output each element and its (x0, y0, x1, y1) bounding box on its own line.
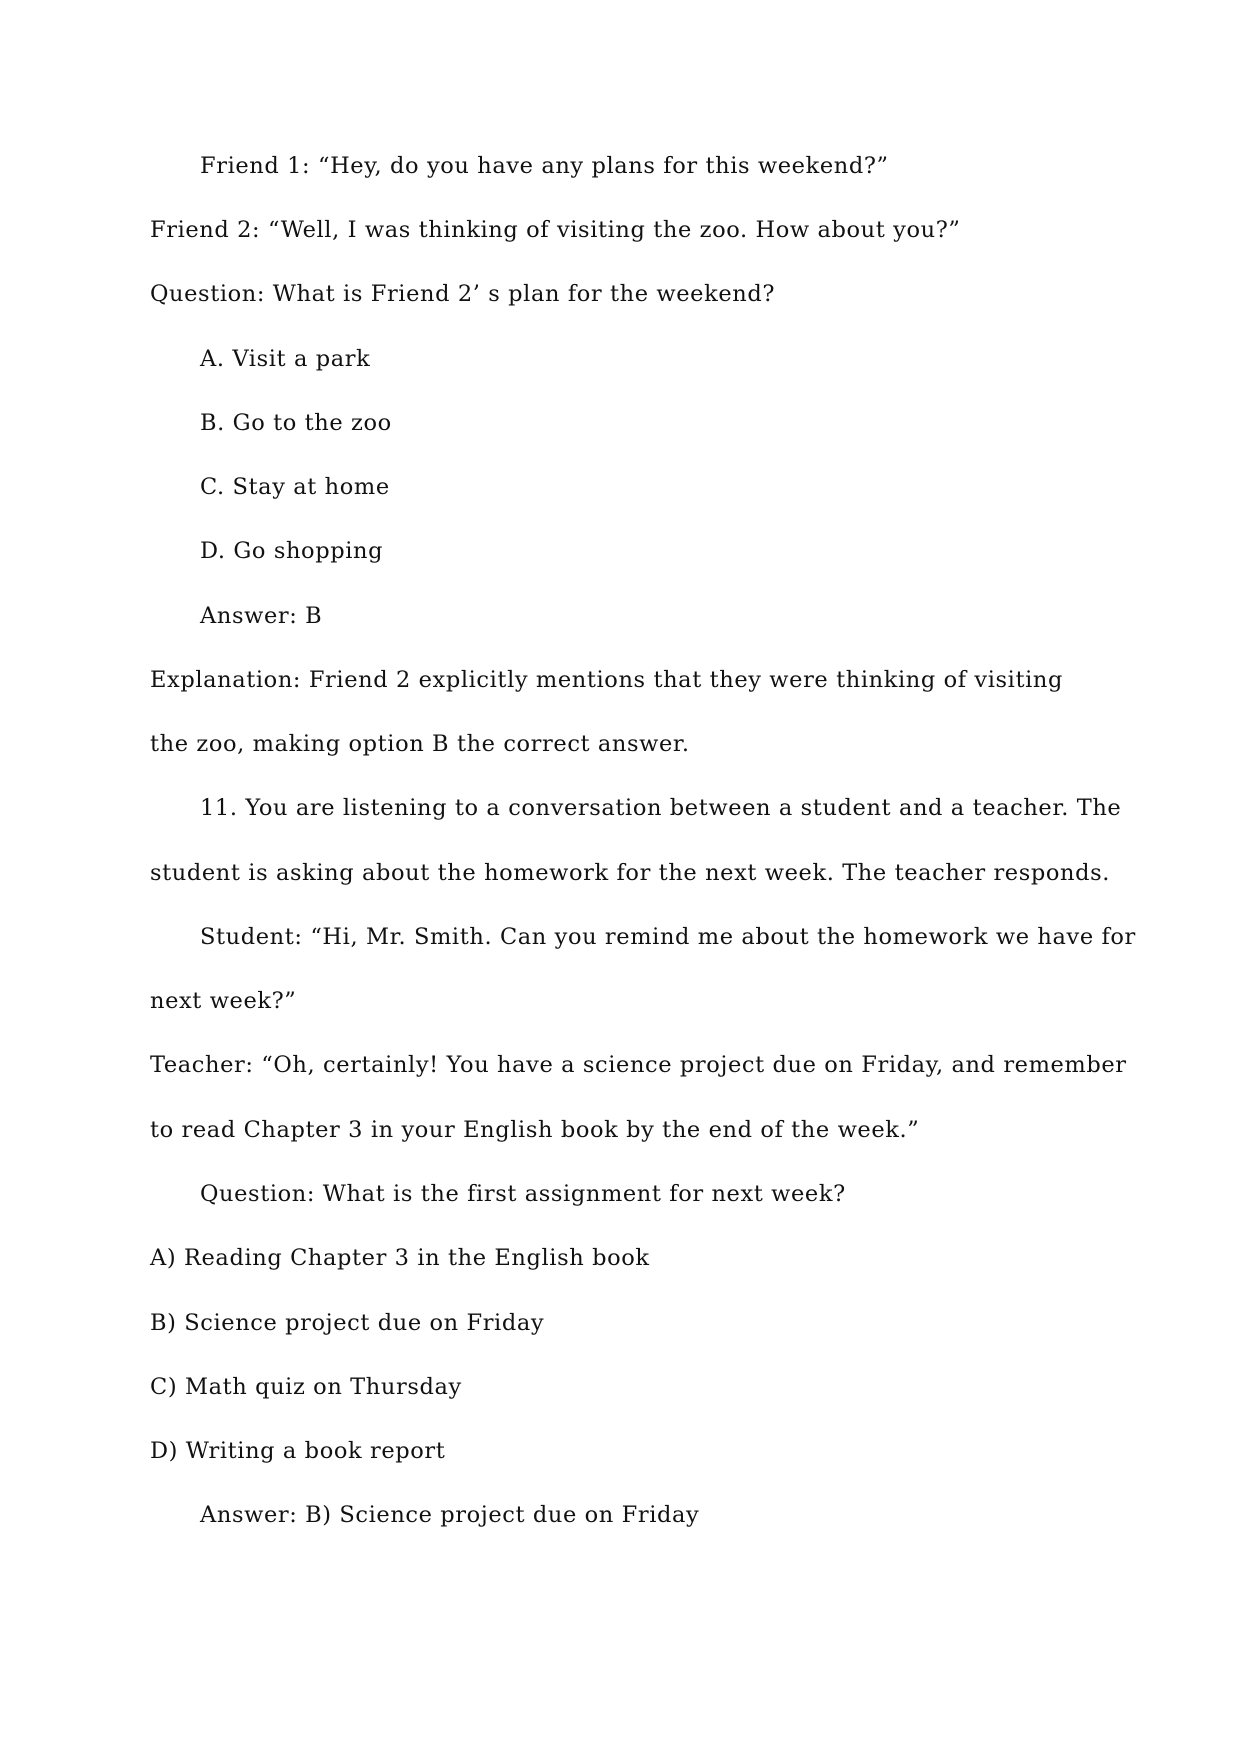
answer-text: Answer: B (200, 603, 323, 629)
question-11-intro-line-1: 11. You are listening to a conversation between a student and a teacher. The (200, 795, 1122, 821)
explanation-line-2: the zoo, making option B the correct answer. (150, 731, 690, 757)
teacher-line-1: Teacher: “Oh, certainly! You have a science project due on Friday, and remember (150, 1052, 1127, 1078)
q11-option-d: D) Writing a book report (150, 1438, 446, 1464)
option-c: C. Stay at home (200, 474, 390, 500)
q11-option-c: C) Math quiz on Thursday (150, 1374, 462, 1400)
option-d: D. Go shopping (200, 538, 384, 564)
student-line-2: next week?” (150, 988, 297, 1014)
option-b: B. Go to the zoo (200, 410, 392, 436)
q11-answer-text: Answer: B) Science project due on Friday (200, 1502, 700, 1528)
option-a: A. Visit a park (200, 346, 371, 372)
question-11-question: Question: What is the first assignment for next week? (200, 1181, 846, 1207)
question-11-intro-line-2: student is asking about the homework for the next week. The teacher responds. (150, 860, 1111, 886)
teacher-line-2: to read Chapter 3 in your English book by the end of the week.” (150, 1117, 920, 1143)
student-line-1: Student: “Hi, Mr. Smith. Can you remind me about the homework we have for (200, 924, 1136, 950)
friend2-line: Friend 2: “Well, I was thinking of visiting the zoo. How about you?” (150, 217, 961, 243)
explanation-line-1: Explanation: Friend 2 explicitly mentions that they were thinking of visiting (150, 667, 1063, 693)
question-text: Question: What is Friend 2’ s plan for the weekend? (150, 281, 776, 307)
friend1-line: Friend 1: “Hey, do you have any plans for this weekend?” (200, 153, 889, 179)
q11-option-b: B) Science project due on Friday (150, 1310, 545, 1336)
q11-option-a: A) Reading Chapter 3 in the English book (150, 1245, 650, 1271)
